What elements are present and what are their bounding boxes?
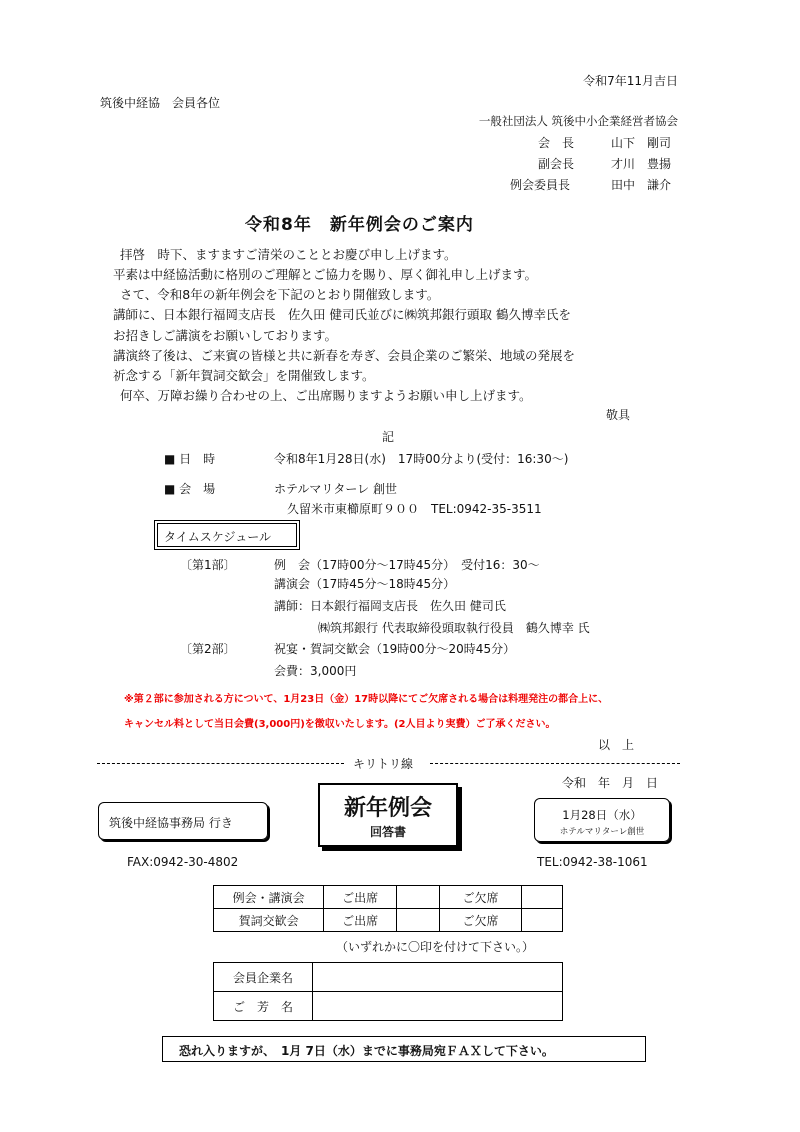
row-label: 賀詞交歓会 — [214, 909, 324, 932]
fax-number: FAX:0942-30-4802 — [127, 855, 239, 869]
reply-to-label: 筑後中経協事務局 行き — [109, 816, 233, 830]
company-label: 会員企業名 — [214, 963, 313, 992]
schedule-title-box — [157, 523, 297, 547]
cut-line-label: キリトリ線 — [353, 757, 414, 771]
body-line-4: 講師に、日本銀行福岡支店長 佐久田 健司氏並びに㈱筑邦銀行頭取 鶴久博幸氏を — [113, 307, 571, 322]
table-row — [214, 992, 563, 1021]
venue-name: ホテルマリターレ 創世 — [274, 482, 397, 496]
event-date: 1月28日（水） — [562, 808, 642, 822]
form-title: 新年例会 — [343, 796, 432, 821]
absent-checkbox[interactable] — [522, 909, 563, 932]
part2-label: 〔第2部〕 — [180, 642, 236, 656]
table-row — [214, 963, 563, 992]
name-label: ご 芳 名 — [214, 992, 313, 1021]
body-line-8: 何卒、万障お繰り合わせの上、ご出席賜りますようお願い申し上げます。 — [120, 388, 532, 403]
body-line-3: さて、令和8年の新年例会を下記のとおり開催致します。 — [120, 287, 440, 302]
closing: 敬具 — [606, 408, 631, 422]
venue-label: ■ 会 場 — [164, 482, 216, 496]
row-label: 例会・講演会 — [214, 886, 324, 909]
recipient: 筑後中経協 会員各位 — [100, 96, 221, 110]
venue-address: 久留米市東櫛原町９００ TEL:0942-35-3511 — [287, 502, 542, 516]
attend-label: ご出席 — [324, 886, 397, 909]
member-info-table — [213, 962, 563, 1021]
table-row — [214, 886, 563, 909]
sender-name-2: 才川 豊揚 — [611, 157, 672, 171]
part1-label: 〔第1部〕 — [180, 558, 236, 572]
name-field[interactable] — [313, 992, 563, 1021]
notice-line-2: キャンセル料として当日会費(3,000円)を徴収いたします。(2人目より実費）ご了承ください。 — [124, 719, 556, 730]
form-subtitle: 回答書 — [369, 825, 406, 839]
attendance-table — [213, 885, 563, 932]
body-line-5: お招きしご講演をお願いしております。 — [113, 328, 338, 343]
sender-org: 一般社団法人 筑後中小企業経営者協会 — [478, 114, 678, 128]
sender-name-1: 山下 剛司 — [611, 136, 672, 150]
ki: 記 — [382, 430, 395, 444]
deadline-text: 恐れ入りますが、 1月 7日（水）までに事務局宛ＦＡＸして下さい。 — [179, 1044, 554, 1058]
ijou: 以 上 — [598, 738, 635, 752]
cut-line-right — [430, 763, 680, 764]
schedule-title: タイムスケジュール — [164, 530, 272, 544]
body-line-2: 平素は中経協活動に格別のご理解とご協力を賜り、厚く御礼申し上げます。 — [113, 267, 538, 282]
page-title: 令和8年 新年例会のご案内 — [245, 215, 474, 235]
sender-role-1: 会 長 — [538, 136, 575, 150]
company-field[interactable] — [313, 963, 563, 992]
datetime-value: 令和8年1月28日(水) 17時00分より(受付：16:30～) — [274, 452, 569, 466]
attend-checkbox[interactable] — [396, 909, 439, 932]
attend-label: ご出席 — [324, 909, 397, 932]
sender-role-2: 副会長 — [538, 157, 575, 171]
part1-line2: 講演会（17時45分～18時45分） — [274, 577, 456, 591]
sender-name-3: 田中 謙介 — [611, 178, 672, 192]
deadline-box — [162, 1036, 646, 1062]
absent-label: ご欠席 — [439, 886, 522, 909]
circle-note: （いずれかに〇印を付けて下さい。） — [336, 940, 535, 954]
issue-date: 令和7年11月吉日 — [583, 74, 678, 88]
part2-line1: 祝宴・賀詞交歓会（19時00分～20時45分） — [274, 642, 516, 656]
part2-line2: 会費：3,000円 — [274, 664, 357, 678]
body-line-6: 講演終了後は、ご来賓の皆様と共に新春を寿ぎ、会員企業のご繁栄、地域の発展を — [113, 348, 576, 363]
event-info-box — [534, 798, 670, 842]
sender-role-3: 例会委員長 — [510, 178, 571, 192]
cut-line-left — [97, 763, 344, 764]
part1-line3: 講師：日本銀行福岡支店長 佐久田 健司氏 — [274, 599, 506, 613]
reply-to-box — [98, 802, 268, 840]
body-line-1: 拝啓 時下、ますますご清栄のこととお慶び申し上げます。 — [120, 247, 457, 262]
tel-number: TEL:0942-38-1061 — [537, 855, 648, 869]
notice-line-1: ※第２部に参加される方について、1月23日（金）17時以降にてご欠席される場合は料理発注の都合上に、 — [124, 694, 609, 705]
event-venue: ホテルマリターレ創世 — [559, 827, 645, 837]
absent-checkbox[interactable] — [522, 886, 563, 909]
datetime-label: ■ 日 時 — [164, 452, 216, 466]
body-line-7: 祈念する「新年賀詞交歓会」を開催致します。 — [113, 368, 375, 383]
reply-date: 令和 年 月 日 — [562, 776, 659, 790]
absent-label: ご欠席 — [439, 909, 522, 932]
table-row — [214, 909, 563, 932]
form-title-box — [318, 783, 458, 847]
part1-line4: ㈱筑邦銀行 代表取締役頭取執行役員 鶴久博幸 氏 — [318, 621, 590, 635]
part1-line1: 例 会（17時00分～17時45分） 受付16：30～ — [274, 558, 540, 572]
attend-checkbox[interactable] — [396, 886, 439, 909]
